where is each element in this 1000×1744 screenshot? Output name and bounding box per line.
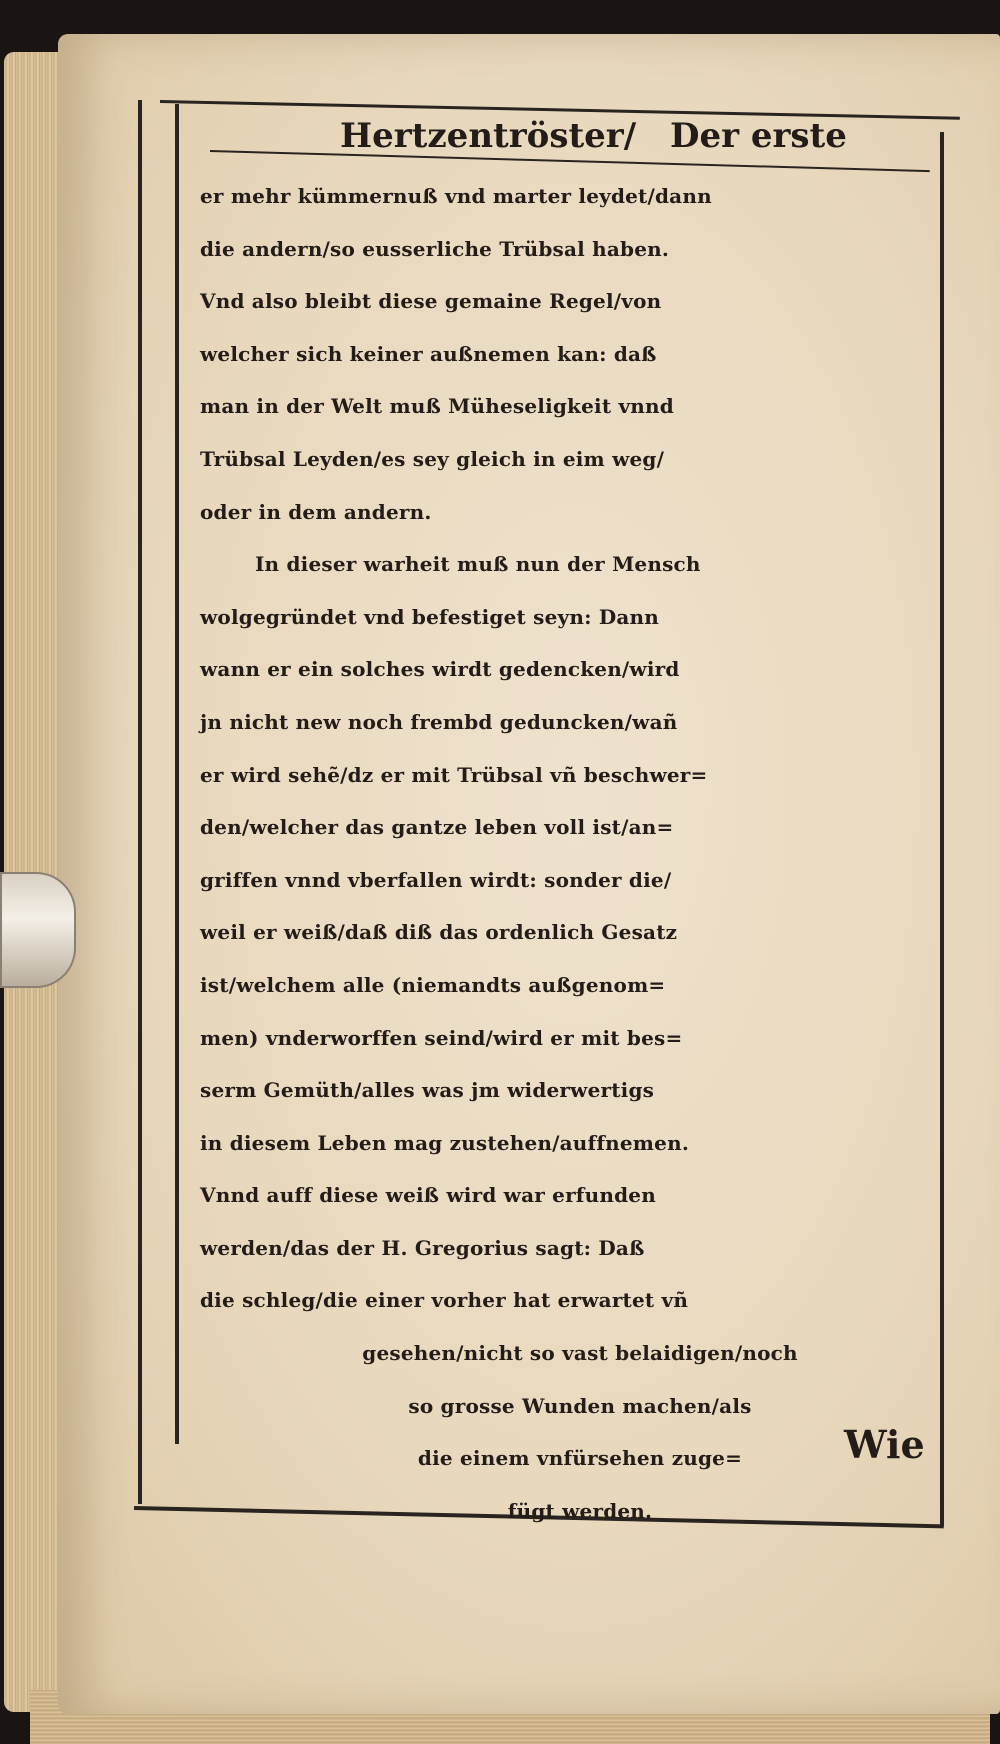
text-line: jn nicht new noch frembd geduncken/wañ bbox=[200, 709, 678, 734]
text-line: Vnd also bleibt diese gemaine Regel/von bbox=[200, 289, 662, 314]
text-line-tapered: fügt werden. bbox=[507, 1498, 653, 1523]
frame-outer-left bbox=[138, 100, 142, 1504]
frame-inner-left bbox=[175, 104, 179, 1444]
header-title: Hertzentröster/ bbox=[340, 116, 637, 156]
text-line-paragraph-start: In dieser warheit muß nun der Mensch bbox=[255, 552, 701, 577]
text-line: ist/welchem alle (niemandts außgenom= bbox=[200, 972, 666, 997]
text-line: welcher sich keiner außnemen kan: daß bbox=[200, 341, 657, 366]
text-line: Trübsal Leyden/es sey gleich in eim weg/ bbox=[200, 446, 665, 471]
catchword: Wie bbox=[844, 1422, 925, 1467]
text-line: man in der Welt muß Müheseligkeit vnnd bbox=[200, 394, 674, 419]
text-line: den/welcher das gantze leben voll ist/an= bbox=[200, 815, 674, 840]
text-line: oder in dem andern. bbox=[200, 499, 432, 524]
page-clip bbox=[0, 872, 76, 988]
header-section: Der erste bbox=[669, 116, 847, 156]
text-line: wann er ein solches wirdt gedencken/wird bbox=[200, 657, 680, 682]
text-line: er mehr kümmernuß vnd marter leydet/dann bbox=[200, 184, 712, 208]
text-line: Vnnd auff diese weiß wird war erfunden bbox=[200, 1183, 656, 1208]
text-line-tapered: die einem vnfürsehen zuge= bbox=[417, 1446, 743, 1471]
text-line: men) vnderworffen seind/wird er mit bes= bbox=[200, 1025, 683, 1050]
text-line: griffen vnnd vberfallen wirdt: sonder die/ bbox=[200, 867, 672, 892]
text-line: wolgegründet vnd befestiget seyn: Dann bbox=[200, 604, 660, 629]
running-header bbox=[340, 116, 847, 166]
text-line: in diesem Leben mag zustehen/auffnemen. bbox=[200, 1130, 689, 1155]
text-line: weil er weiß/daß diß das ordenlich Gesatz bbox=[200, 920, 678, 945]
text-line-tapered: gesehen/nicht so vast belaidigen/noch bbox=[362, 1341, 798, 1366]
body-text bbox=[200, 170, 960, 1537]
text-line: serm Gemüth/alles was jm widerwertigs bbox=[200, 1078, 655, 1103]
text-line: die schleg/die einer vorher hat erwartet vñ bbox=[200, 1288, 689, 1313]
text-line: er wird sehẽ/dz er mit Trübsal vñ beschwer= bbox=[200, 762, 708, 787]
text-line-tapered: so grosse Wunden machen/als bbox=[408, 1393, 752, 1418]
text-line: werden/das der H. Gregorius sagt: Daß bbox=[200, 1235, 645, 1260]
text-line: die andern/so eusserliche Trübsal haben. bbox=[200, 236, 670, 261]
